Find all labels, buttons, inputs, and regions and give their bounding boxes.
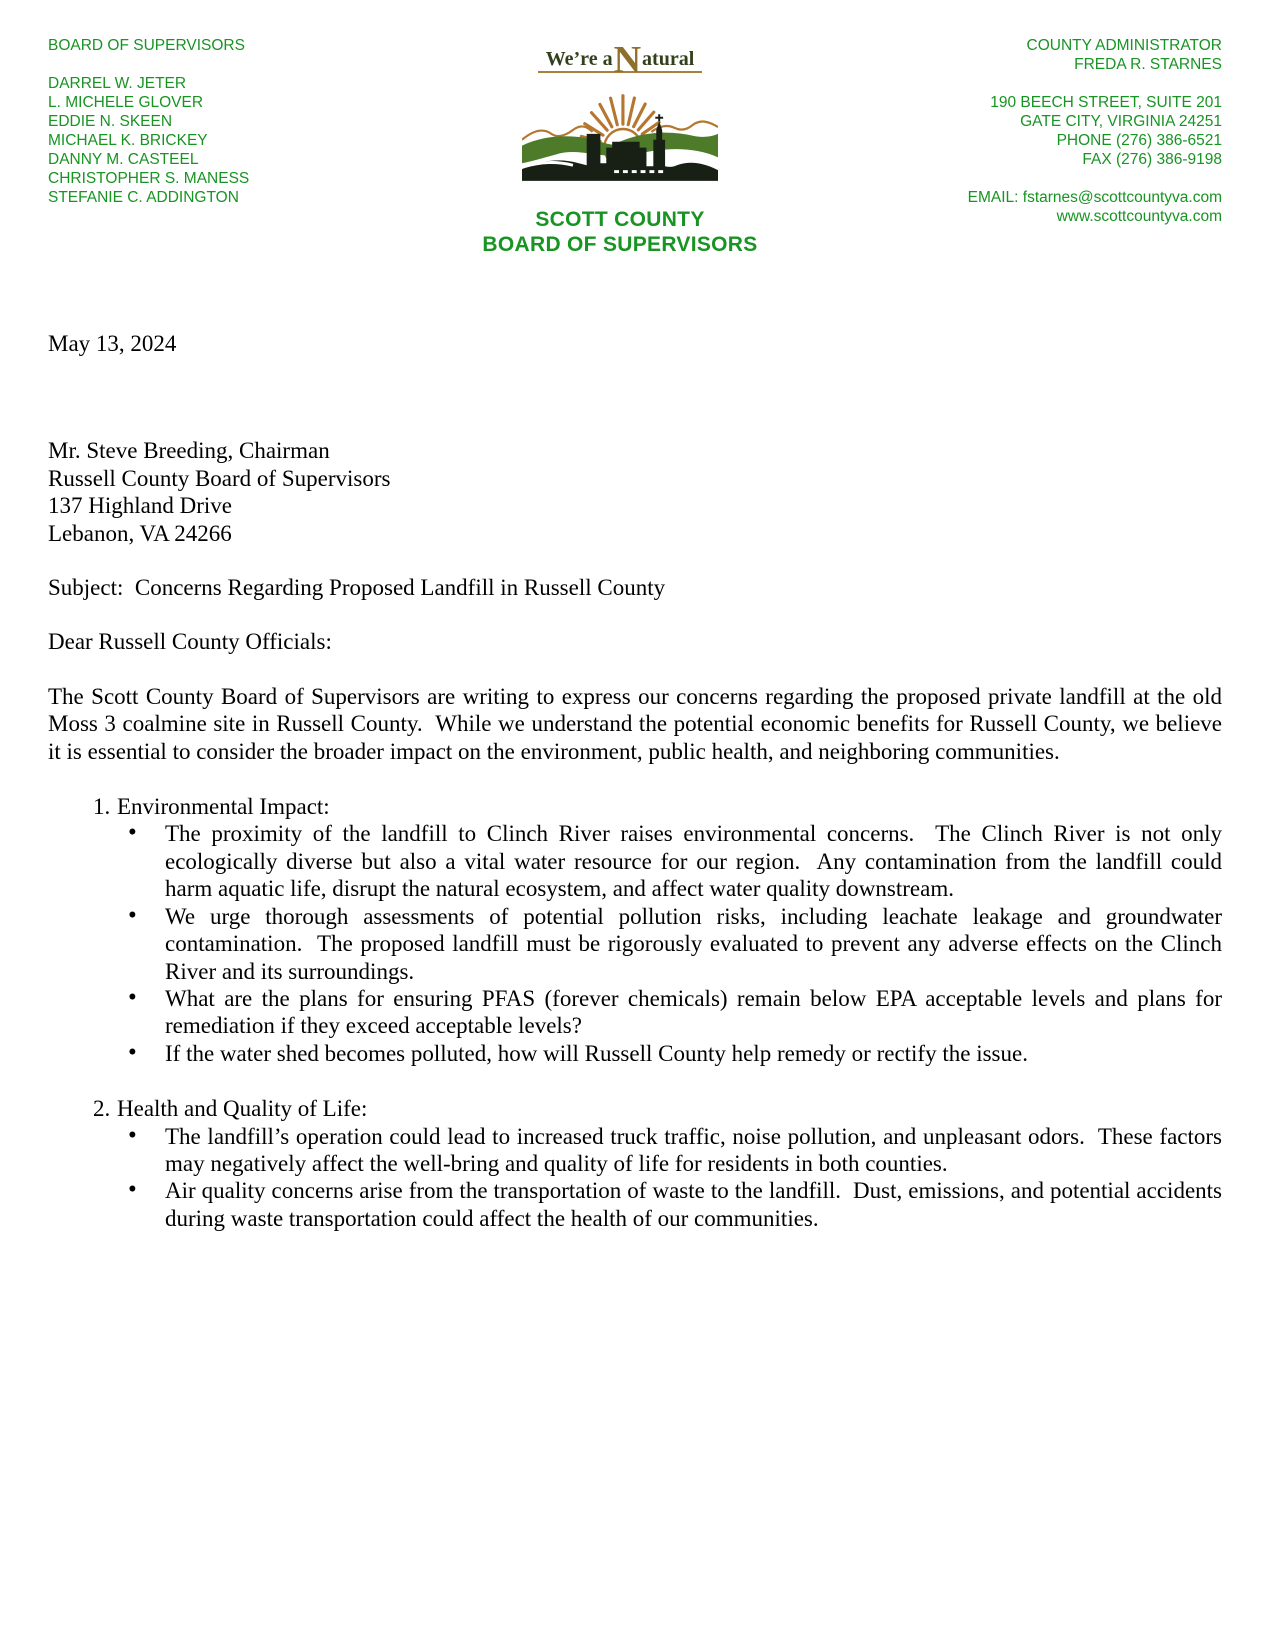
organization-name (348, 207, 892, 257)
supervisor-name: CHRISTOPHER S. MANESS (48, 170, 250, 187)
administrator-title: COUNTY ADMINISTRATOR (1026, 37, 1222, 54)
org-line2: BOARD OF SUPERVISORS (482, 233, 758, 256)
administrator-name: FREDA R. STARNES (1074, 56, 1222, 73)
letterhead (48, 36, 1222, 268)
office-address-line: GATE CITY, VIRGINIA 24251 (1020, 113, 1222, 130)
supervisor-name: EDDIE N. SKEEN (48, 113, 173, 130)
recipient-line: 137 Highland Drive (48, 493, 232, 519)
bullet-item: • What are the plans for ensuring PFAS (forever chemicals) remain below EPA acceptable levels and plans for remediation if they exceed acceptable levels? (165, 985, 1222, 1040)
recipient-line: Lebanon, VA 24266 (48, 520, 232, 546)
supervisors-title: BOARD OF SUPERVISORS (48, 37, 245, 54)
tagline-prefix: We’re a (545, 48, 613, 70)
tagline-suffix: atural (642, 48, 695, 70)
recipient-line: Russell County Board of Supervisors (48, 465, 391, 491)
salutation: Dear Russell County Officials: (48, 629, 332, 655)
section-title: Environmental Impact: (117, 794, 330, 820)
recipient-address (48, 437, 1222, 547)
org-line1: SCOTT COUNTY (535, 208, 705, 231)
office-fax: FAX (276) 386-9198 (1082, 151, 1222, 168)
office-website: www.scottcountyva.com (1056, 208, 1222, 225)
supervisor-name: L. MICHELE GLOVER (48, 94, 204, 111)
supervisor-name: MICHAEL K. BRICKEY (48, 132, 208, 149)
steeple-cross-icon (655, 114, 663, 121)
section-number: 2. (93, 1096, 111, 1122)
bullet-item: • We urge thorough assessments of potential pollution risks, including leachate leakage and groundwater contamination. The proposed landfill must be rigorously evaluated to prevent any adverse effects on the Clinch River and its surroundings. (165, 903, 1222, 985)
spacer (892, 74, 1222, 93)
section-environmental-impact (48, 793, 1228, 1067)
section-heading (93, 793, 1222, 820)
supervisor-name: STEFANIE C. ADDINGTON (48, 189, 239, 206)
section-health-quality-of-life (48, 1095, 1228, 1232)
section-number: 1. (93, 794, 111, 820)
supervisors-list (48, 36, 348, 268)
bullet-item: • If the water shed becomes polluted, how will Russell County help remedy or rectify the issue. (165, 1040, 1222, 1067)
logo-tagline (538, 39, 703, 81)
spacer (892, 169, 1222, 188)
section-title: Health and Quality of Life: (117, 1096, 368, 1122)
bullet-item: • Air quality concerns arise from the transportation of waste to the landfill. Dust, emissions, and potential accidents during waste transportation could affect the health of our communities. (165, 1177, 1222, 1232)
supervisor-name: DANNY M. CASTEEL (48, 151, 199, 168)
opening-paragraph: The Scott County Board of Supervisors are writing to express our concerns regarding the proposed private landfill at the old Moss 3 coalmine site in Russell County. While we understand the potential economic benefits for Russell County, we believe it is essential to consider the broader impact on the environment, public health, and neighboring communities. (48, 683, 1228, 764)
letter-date: May 13, 2024 (48, 331, 177, 356)
county-landscape-icon (522, 75, 718, 181)
section-heading (93, 1095, 1222, 1122)
recipient-line: Mr. Steve Breeding, Chairman (48, 438, 330, 464)
administrator-info (892, 36, 1222, 268)
bullet-item: • The landfill’s operation could lead to increased truck traffic, noise pollution, and unpleasant odors. These factors may negatively affect the well-bring and quality of life for residents in both counties. (165, 1123, 1222, 1178)
office-email: EMAIL: fstarnes@scottcountyva.com (967, 189, 1222, 206)
supervisor-name: DARREL W. JETER (48, 75, 187, 92)
tagline-initial: N (613, 39, 642, 81)
office-address-line: 190 BEECH STREET, SUITE 201 (990, 94, 1222, 111)
office-phone: PHONE (276) 386-6521 (1056, 132, 1222, 149)
subject-line: Subject: Concerns Regarding Proposed Landfill in Russell County (48, 575, 666, 601)
bullet-item: • The proximity of the landfill to Clinch River raises environmental concerns. The Clinch River is not only ecologically diverse but also a vital water resource for our region. Any contamination from the landfill could harm aquatic life, disrupt the natural ecosystem, and affect water quality downstream. (165, 820, 1222, 902)
county-logo (348, 36, 892, 268)
